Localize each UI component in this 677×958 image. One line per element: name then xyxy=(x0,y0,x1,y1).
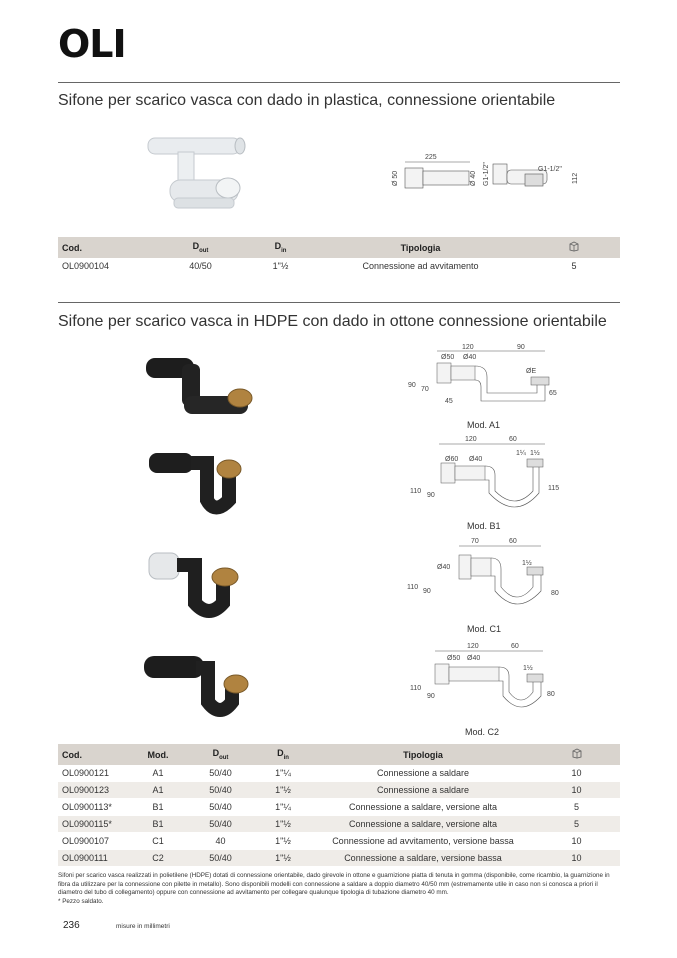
col-header-tipologia: Tipologia xyxy=(313,237,528,258)
technical-drawing-model-b1 xyxy=(405,435,565,515)
col-header-dout: $D_{out}$ xyxy=(153,237,248,258)
svg-text:1½: 1½ xyxy=(522,560,532,567)
svg-text:Ø40: Ø40 xyxy=(437,564,451,571)
svg-text:90: 90 xyxy=(423,588,431,595)
technical-drawing-model-a1 xyxy=(405,343,565,413)
svg-text:110: 110 xyxy=(410,488,422,495)
svg-text:Ø50: Ø50 xyxy=(441,354,455,361)
svg-text:Ø40: Ø40 xyxy=(463,354,477,361)
svg-text:90: 90 xyxy=(408,382,416,389)
svg-text:Ø40: Ø40 xyxy=(467,655,481,662)
col-header-dout: $D_{out}$ xyxy=(188,744,253,765)
col-header-tipologia: Tipologia xyxy=(313,744,533,765)
model-label-c1: Mod. C1 xyxy=(467,624,502,634)
svg-text:45: 45 xyxy=(445,398,453,405)
svg-text:120: 120 xyxy=(465,436,477,443)
model-label-c2: Mod. C2 xyxy=(465,727,500,737)
svg-text:60: 60 xyxy=(509,436,517,443)
section1-title: Sifone per scarico vasca con dado in plastica, connessione orientabile xyxy=(58,92,556,109)
product-photo-model-c1 xyxy=(145,545,255,625)
box-icon xyxy=(533,744,620,765)
svg-text:120: 120 xyxy=(462,344,474,351)
product-photo-model-a1 xyxy=(140,350,260,425)
product-description: Sifoni per scarico vasca realizzati in polietilene (HDPE) dotati di connessione orientabile, dado girevole in ottone e guarnizione piatta di tenuta in gomma (disponibile, come ricambio, la guarnizione in fibra da utilizzare per la connessione con pilette in metallo). Sono disponibili modelli con connessione a saldare a doppio diametro 40/50 mm (estremamente utile in caso non si conosca a priori il diametro del tubo di collegamento) oppure con connessione ad avvitamento per collegare qualunque tipologia di tubazione diametro 40 mm. * Pezzo saldato. xyxy=(58,872,620,906)
table-row: OL0900107 C1 40 1"½ Connessione ad avvitamento, versione bassa 10 xyxy=(58,833,620,850)
svg-text:1½: 1½ xyxy=(523,665,533,672)
technical-drawing-model-c2 xyxy=(405,640,565,720)
model-label-a1: Mod. A1 xyxy=(467,420,501,430)
svg-text:1¼: 1¼ xyxy=(516,450,526,457)
col-header-cod: Cod. xyxy=(58,237,153,258)
table-row: OL0900115* B1 50/40 1"½ Connessione a saldare, versione alta 5 xyxy=(58,816,620,833)
svg-text:90: 90 xyxy=(517,344,525,351)
col-header-cod: Cod. xyxy=(58,744,128,765)
svg-text:1½: 1½ xyxy=(530,450,540,457)
product-photo-model-c2 xyxy=(140,650,260,725)
table-row: OL0900104 40/50 1"½ Connessione ad avvitamento 5 xyxy=(58,258,620,275)
svg-text:110: 110 xyxy=(407,584,419,591)
section1-table xyxy=(58,237,620,275)
svg-text:60: 60 xyxy=(509,538,517,545)
footnote: * Pezzo saldato. xyxy=(58,897,104,905)
technical-drawing-plastic-siphon xyxy=(385,150,585,200)
col-header-din: $D_{in}$ xyxy=(248,237,313,258)
section2-title: Sifone per scarico vasca in HDPE con dado in ottone connessione orientabile xyxy=(58,313,607,330)
section2-table xyxy=(58,744,620,867)
svg-text:80: 80 xyxy=(551,590,559,597)
dim-label: 112 xyxy=(572,172,579,184)
dim-label: 225 xyxy=(425,154,437,161)
table-header-row xyxy=(58,744,620,765)
svg-text:120: 120 xyxy=(467,643,479,650)
table-row: OL0900121 A1 50/40 1"¼ Connessione a saldare 10 xyxy=(58,765,620,782)
svg-text:70: 70 xyxy=(421,386,429,393)
svg-text:60: 60 xyxy=(511,643,519,650)
svg-text:Ø60: Ø60 xyxy=(445,456,459,463)
model-label-b1: Mod. B1 xyxy=(467,521,501,531)
table-row: OL0900113* B1 50/40 1"¼ Connessione a saldare, versione alta 5 xyxy=(58,799,620,816)
svg-text:80: 80 xyxy=(547,691,555,698)
dim-label: G1-1/2" xyxy=(538,166,562,173)
table-row: OL0900111 C2 50/40 1"½ Connessione a saldare, versione bassa 10 xyxy=(58,850,620,867)
dim-label: Ø 50 xyxy=(392,170,399,186)
dim-label: G1-1/2" xyxy=(483,162,490,186)
svg-text:90: 90 xyxy=(427,492,435,499)
svg-text:65: 65 xyxy=(549,390,557,397)
product-photo-plastic-siphon xyxy=(140,128,260,218)
svg-text:Ø40: Ø40 xyxy=(469,456,483,463)
svg-text:ØE: ØE xyxy=(526,368,537,375)
svg-text:Ø50: Ø50 xyxy=(447,655,461,662)
dim-label: Ø 40 xyxy=(470,170,477,186)
svg-text:90: 90 xyxy=(427,693,435,700)
col-header-din: $D_{in}$ xyxy=(253,744,313,765)
svg-text:110: 110 xyxy=(410,685,422,692)
page-number: 236 xyxy=(63,920,80,931)
measure-note: misure in millimetri xyxy=(116,923,170,930)
section-divider xyxy=(58,82,620,83)
product-photo-model-b1 xyxy=(145,445,255,520)
section-divider xyxy=(58,302,620,303)
box-icon xyxy=(528,237,620,258)
table-row: OL0900123 A1 50/40 1"½ Connessione a saldare 10 xyxy=(58,782,620,799)
table-header-row xyxy=(58,237,620,258)
svg-text:115: 115 xyxy=(548,485,560,492)
brand-logo: OLI xyxy=(58,22,126,66)
svg-text:70: 70 xyxy=(471,538,479,545)
technical-drawing-model-c1 xyxy=(405,535,565,615)
col-header-mod: Mod. xyxy=(128,744,188,765)
